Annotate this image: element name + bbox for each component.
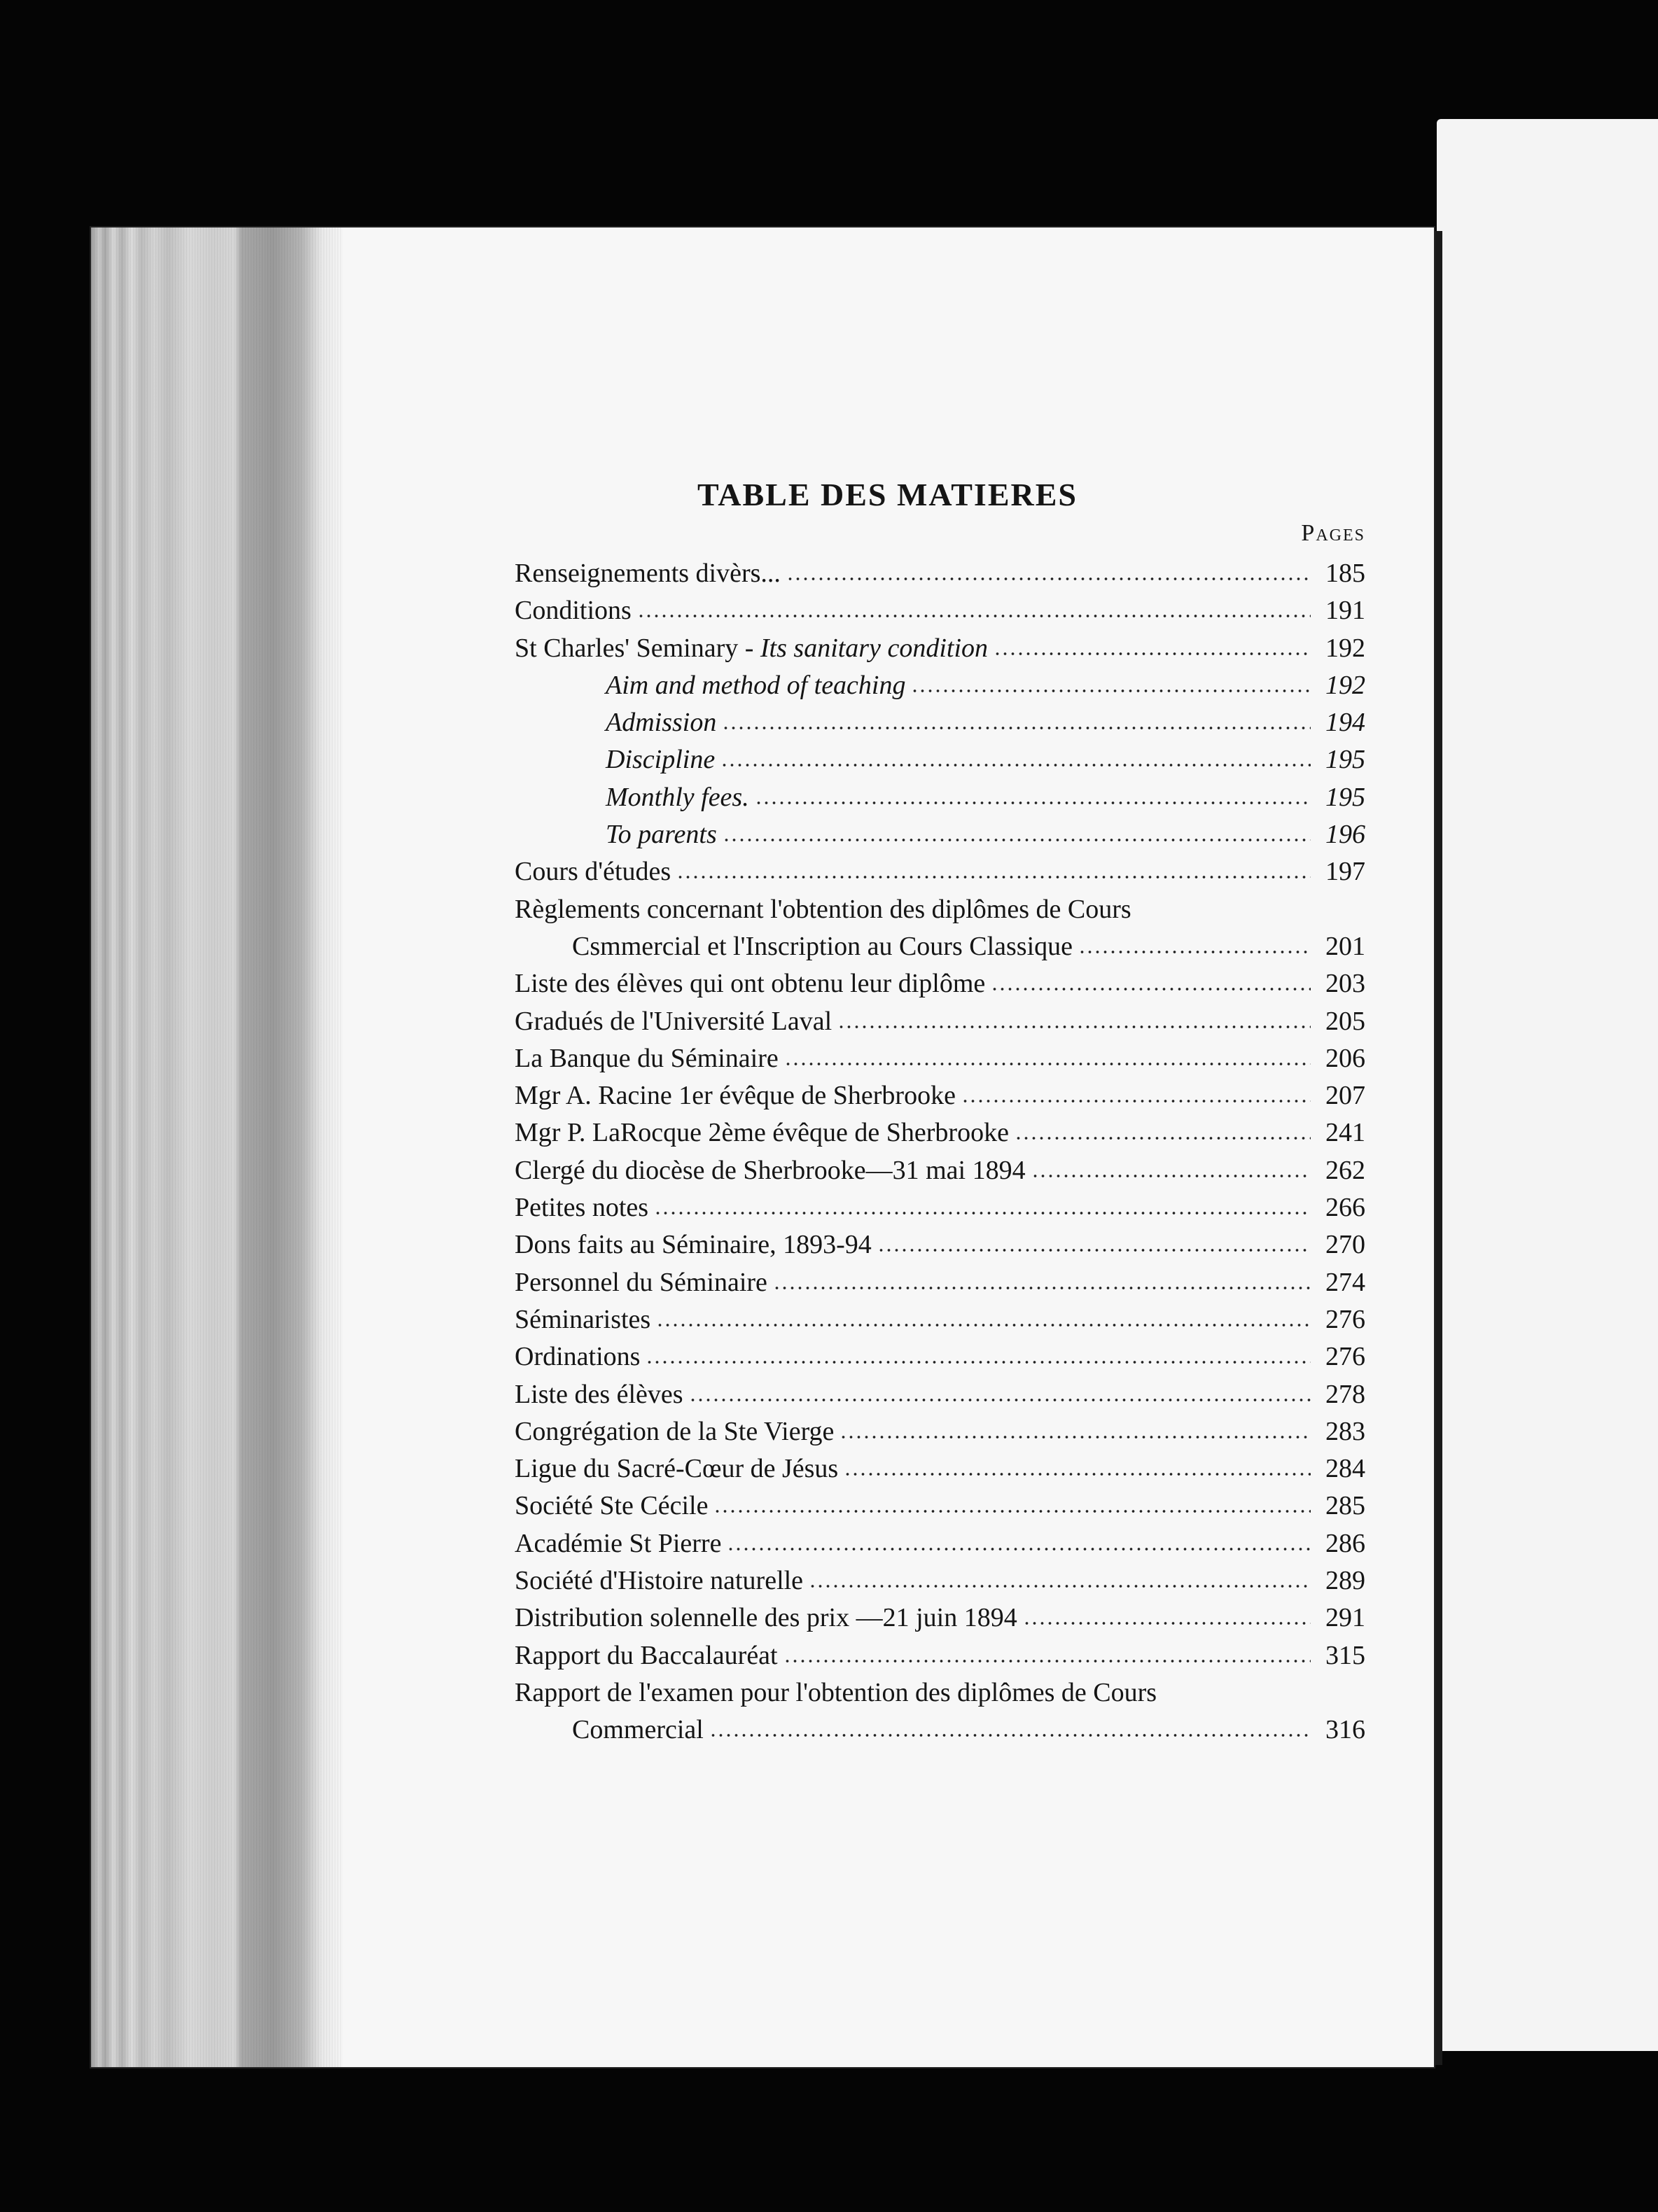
dot-leader <box>786 555 1311 582</box>
toc-entry-page-number: 270 <box>1325 1230 1365 1260</box>
dot-leader <box>713 1488 1311 1514</box>
dot-leader <box>844 1450 1311 1477</box>
toc-entry <box>515 1077 1365 1114</box>
toc-entry-page-number: 315 <box>1325 1640 1365 1670</box>
adjacent-page <box>1437 119 1658 2051</box>
toc-entry <box>515 1562 1365 1600</box>
toc-entry-page-number: 197 <box>1325 857 1365 887</box>
dot-leader <box>809 1562 1311 1589</box>
dot-leader <box>877 1226 1311 1253</box>
toc-entry-page-number: 206 <box>1325 1043 1365 1073</box>
toc-entry-title <box>515 1152 1026 1189</box>
toc-entry-title <box>572 1712 704 1749</box>
toc-entry <box>515 555 1365 592</box>
toc-entry <box>515 1114 1365 1152</box>
toc-entry-label: Csmmercial et l'Inscription au Cours Classique <box>572 931 1073 961</box>
toc-entry-label: Rapport de l'examen pour l'obtention des diplômes de Cours <box>515 1677 1157 1707</box>
toc-entry-page-number: 286 <box>1325 1528 1365 1558</box>
toc-entry-title <box>515 1525 721 1562</box>
toc-entry-label: Conditions <box>515 596 632 626</box>
toc-entry <box>515 1264 1365 1301</box>
toc-entry-page-number: 283 <box>1325 1416 1365 1446</box>
toc-entry-label: Admission <box>606 708 717 738</box>
toc-entry-page-number: 195 <box>1325 782 1365 812</box>
toc-entry <box>515 630 1365 667</box>
dot-leader <box>1023 1600 1311 1626</box>
toc-entry-page-number: 266 <box>1325 1193 1365 1223</box>
dot-leader <box>727 1525 1311 1552</box>
toc-entry-title <box>515 965 985 1002</box>
toc-entry-label: Société Ste Cécile <box>515 1491 709 1521</box>
toc-entry-label: Monthly fees. <box>606 782 749 812</box>
toc-entry-label: Cours d'études <box>515 857 671 887</box>
toc-entry-title <box>515 1040 779 1077</box>
toc-entry <box>515 1040 1365 1077</box>
toc-entry-label: Ligue du Sacré-Cœur de Jésus <box>515 1454 839 1484</box>
toc-entry-title <box>515 1114 1009 1152</box>
toc-entry-label: Discipline <box>606 745 716 775</box>
toc-entry-label: Renseignements divèrs... <box>515 559 781 588</box>
toc-entry-page-number: 191 <box>1325 596 1365 626</box>
toc-entry-label: Mgr A. Racine 1er évêque de Sherbrooke <box>515 1081 956 1111</box>
toc-entry-title <box>515 1226 872 1264</box>
toc-entry-page-number: 289 <box>1325 1566 1365 1596</box>
dot-leader <box>656 1301 1311 1328</box>
toc-entry-page-number: 185 <box>1325 559 1365 588</box>
toc-entry-page-number: 203 <box>1325 969 1365 999</box>
dot-leader <box>654 1189 1311 1216</box>
toc-entry-label: Séminaristes <box>515 1304 651 1334</box>
toc-entry-page-number: 194 <box>1325 708 1365 738</box>
dot-leader <box>783 1637 1311 1664</box>
toc-entry-title <box>515 592 632 629</box>
toc-entry <box>515 1152 1365 1189</box>
toc-title: TABLE DES MATIERES <box>697 477 1078 512</box>
toc-entry-page-number: 205 <box>1325 1006 1365 1036</box>
toc-entry-label: Rapport du Baccalauréat <box>515 1640 778 1670</box>
dot-leader <box>723 816 1311 843</box>
toc-entry <box>515 1488 1365 1525</box>
toc-entry <box>515 928 1365 965</box>
toc-entries <box>515 555 1365 1749</box>
toc-entry-label: Liste des élèves qui ont obtenu leur diplôme <box>515 969 986 999</box>
toc-entry-label: Dons faits au Séminaire, 1893-94 <box>515 1230 872 1260</box>
toc-entry-label: Clergé du diocèse de Sherbrooke—31 mai 1894 <box>515 1155 1026 1185</box>
toc-entry <box>515 1712 1365 1749</box>
toc-entry-label: Ordinations <box>515 1342 641 1372</box>
toc-entry-page-number: 316 <box>1325 1715 1365 1745</box>
toc-entry <box>515 1338 1365 1376</box>
toc-entry-title <box>515 630 988 667</box>
toc-entry <box>515 1189 1365 1226</box>
dot-leader <box>1031 1152 1311 1179</box>
toc-entry-label: Personnel du Séminaire <box>515 1267 767 1297</box>
toc-entry-label: Liste des élèves <box>515 1379 683 1409</box>
toc-entry <box>515 1600 1365 1637</box>
toc-entry-title <box>515 1413 834 1450</box>
toc-entry-title <box>515 1678 1157 1707</box>
toc-entry-page-number: 201 <box>1325 931 1365 961</box>
dot-leader <box>991 965 1311 992</box>
toc-entry-title <box>606 816 717 853</box>
toc-entry-label: Commercial <box>572 1715 704 1745</box>
toc-entry-title <box>515 1301 650 1338</box>
toc-entry-title <box>606 667 905 704</box>
toc-entry <box>515 592 1365 629</box>
dot-leader <box>637 592 1311 619</box>
toc-entry <box>515 1301 1365 1338</box>
dot-leader <box>722 704 1311 731</box>
toc-entry-label: La Banque du Séminaire <box>515 1043 779 1073</box>
toc-entry <box>515 779 1365 816</box>
toc-entry <box>515 1450 1365 1488</box>
toc-entry-label: Société d'Histoire naturelle <box>515 1566 804 1596</box>
toc-entry-title <box>606 704 716 741</box>
toc-entry-page-number: 196 <box>1325 820 1365 850</box>
toc-entry-title <box>515 1488 708 1525</box>
toc-entry <box>515 1525 1365 1562</box>
toc-entry-page-number: 192 <box>1325 633 1365 663</box>
toc-entry-page-number: 192 <box>1325 670 1365 700</box>
toc-entry-title <box>515 1562 803 1600</box>
dot-leader <box>689 1376 1311 1403</box>
toc-entry-title <box>515 853 671 890</box>
toc-entry <box>515 965 1365 1002</box>
toc-entry-page-number: 285 <box>1325 1491 1365 1521</box>
dot-leader <box>961 1077 1311 1104</box>
toc-entry-page-number: 276 <box>1325 1304 1365 1334</box>
toc-entry-title <box>515 1264 767 1301</box>
dot-leader <box>784 1040 1311 1067</box>
toc-entry-label: St Charles' Seminary - <box>515 633 760 663</box>
dot-leader <box>1078 928 1311 955</box>
toc-entry-title <box>572 928 1073 965</box>
toc-entry <box>515 816 1365 853</box>
toc-entry <box>515 1413 1365 1450</box>
toc-entry-title <box>515 895 1131 924</box>
toc-entry-label: Mgr P. LaRocque 2ème évêque de Sherbrooke <box>515 1118 1009 1148</box>
toc-entry <box>515 741 1365 778</box>
table-of-contents <box>515 476 1365 1749</box>
toc-entry-title <box>606 741 715 778</box>
toc-entry <box>515 1674 1365 1712</box>
toc-entry-title <box>515 1637 778 1674</box>
toc-entry-page-number: 207 <box>1325 1081 1365 1111</box>
toc-entry <box>515 891 1365 928</box>
toc-entry-page-number: 262 <box>1325 1155 1365 1185</box>
toc-entry <box>515 1003 1365 1040</box>
toc-entry <box>515 853 1365 890</box>
pages-column-label: Pages <box>1301 520 1365 546</box>
dot-leader <box>837 1003 1311 1030</box>
toc-entry-title <box>515 1450 838 1488</box>
toc-entry <box>515 667 1365 704</box>
toc-entry-page-number: 276 <box>1325 1342 1365 1372</box>
toc-entry-label: Académie St Pierre <box>515 1528 722 1558</box>
toc-entry-page-number: 195 <box>1325 745 1365 775</box>
toc-entry-title <box>515 1376 683 1413</box>
toc-entry-label: Petites notes <box>515 1193 649 1223</box>
toc-entry-page-number: 241 <box>1325 1118 1365 1148</box>
dot-leader <box>676 853 1311 880</box>
toc-entry <box>515 1376 1365 1413</box>
toc-entry-title <box>515 1338 640 1376</box>
toc-entry-label: Congrégation de la Ste Vierge <box>515 1416 835 1446</box>
toc-entry-label: Gradués de l'Université Laval <box>515 1006 833 1036</box>
page-stack-edges <box>91 227 343 2067</box>
dot-leader <box>709 1712 1311 1738</box>
dot-leader <box>720 741 1311 768</box>
dot-leader <box>911 667 1311 694</box>
toc-entry-label: Aim and method of teaching <box>606 670 906 700</box>
dot-leader <box>840 1413 1311 1440</box>
toc-entry-subtitle: Its sanitary condition <box>760 633 989 663</box>
toc-entry-title <box>515 1189 648 1226</box>
toc-entry-page-number: 291 <box>1325 1603 1365 1633</box>
toc-entry <box>515 1637 1365 1674</box>
dot-leader <box>1015 1114 1311 1141</box>
toc-entry-page-number: 274 <box>1325 1267 1365 1297</box>
toc-entry-label: Règlements concernant l'obtention des diplômes de Cours <box>515 894 1131 924</box>
dot-leader <box>755 779 1311 806</box>
dot-leader <box>773 1264 1311 1291</box>
dot-leader <box>994 630 1311 657</box>
toc-entry <box>515 704 1365 741</box>
toc-entry-title <box>515 1077 956 1114</box>
toc-entry-title <box>606 779 749 816</box>
toc-entry-title <box>515 1600 1017 1637</box>
toc-entry <box>515 1226 1365 1264</box>
toc-entry-title <box>515 555 781 592</box>
toc-entry-page-number: 284 <box>1325 1454 1365 1484</box>
toc-entry-label: Distribution solennelle des prix —21 juin 1894 <box>515 1603 1017 1633</box>
dot-leader <box>646 1338 1311 1365</box>
toc-entry-title <box>515 1003 832 1040</box>
toc-entry-page-number: 278 <box>1325 1379 1365 1409</box>
toc-entry-label: To parents <box>606 820 717 850</box>
